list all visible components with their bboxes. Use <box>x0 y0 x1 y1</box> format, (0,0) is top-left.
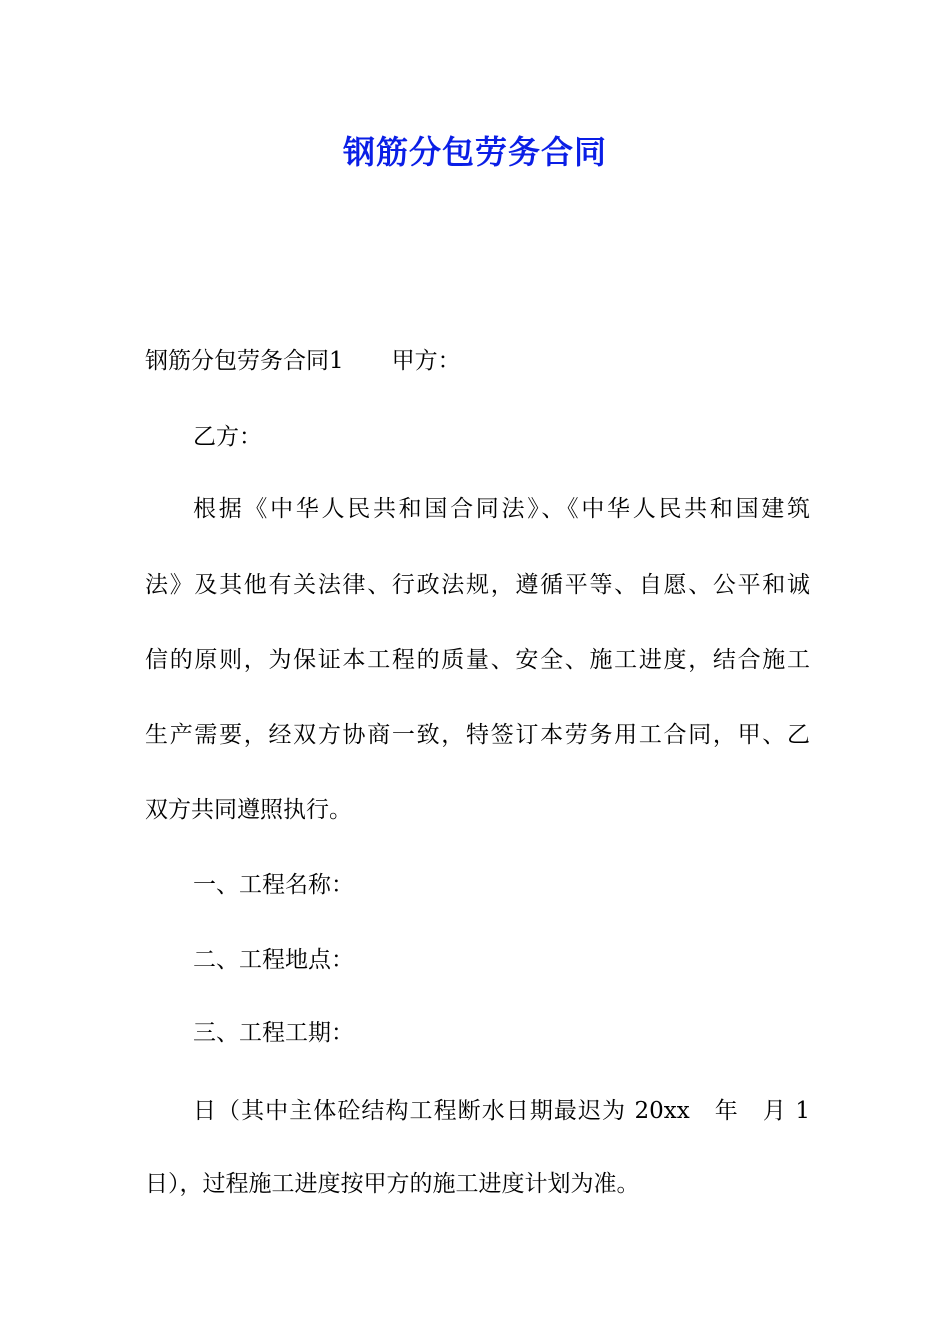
paragraph-line: 日（其中主体砼结构工程断水日期最迟为 20xx 年 月 1 <box>193 1098 810 1124</box>
contract-subtitle: 钢筋分包劳务合同1 <box>145 348 344 374</box>
paragraph-line: 法》及其他有关法律、行政法规，遵循平等、自愿、公平和诚 <box>145 572 810 598</box>
document-title: 钢筋分包劳务合同 <box>342 133 607 171</box>
paragraph-line: 日），过程施工进度按甲方的施工进度计划为准。 <box>145 1171 640 1197</box>
contract-heading-line <box>145 342 810 380</box>
section-project-duration: 三、工程工期： <box>193 1020 354 1046</box>
paragraph-line: 双方共同遵照执行。 <box>145 797 352 823</box>
party-a-label: 甲方： <box>391 348 461 374</box>
paragraph-line: 信的原则，为保证本工程的质量、安全、施工进度，结合施工 <box>145 647 810 673</box>
party-b-label: 乙方： <box>193 424 262 450</box>
section-project-location: 二、工程地点： <box>193 947 354 973</box>
section-project-name: 一、工程名称： <box>193 872 354 898</box>
paragraph-line: 根据《中华人民共和国合同法》、《中华人民共和国建筑 <box>193 496 810 522</box>
paragraph-line: 生产需要，经双方协商一致，特签订本劳务用工合同，甲、乙 <box>145 722 810 748</box>
